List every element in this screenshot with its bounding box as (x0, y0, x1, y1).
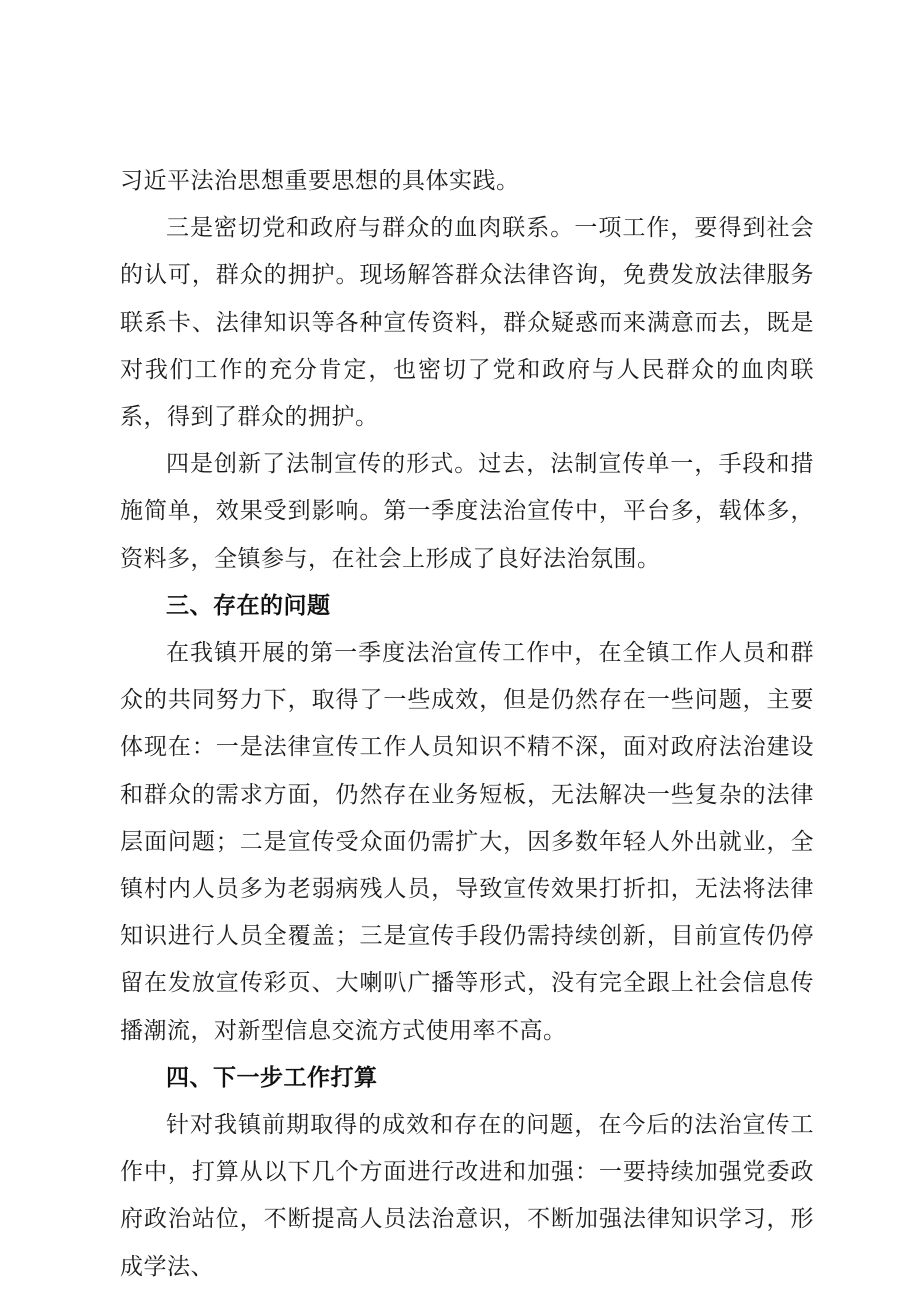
section-heading-next-steps: 四、下一步工作打算 (166, 1064, 378, 1091)
paragraph-problems-detail: 在我镇开展的第一季度法治宣传工作中，在全镇工作人员和群众的共同努力下，取得了一些成效，但是仍然存在一些问题，主要体现在：一是法律宣传工作人员知识不精不深，面对政府法治建设和群众的需求方面，仍然存在业务短板，无法解决一些复杂的法律层面问题；二是宣传受众面仍需扩大，因多数年轻人外出就业，全镇村内人员多为老弱病残人员，导致宣传效果打折扣，无法将法律知识进行人员全覆盖；三是宣传手段仍需持续创新，目前宣传仍停留在发放宣传彩页、大喇叭广播等形式，没有完全跟上社会信息传播潮流，对新型信息交流方式使用率不高。 (120, 640, 814, 1044)
paragraph-next-steps-detail: 针对我镇前期取得的成效和存在的问题，在今后的法治宣传工作中，打算从以下几个方面进行改进和加强：一要持续加强党委政府政治站位，不断提高人员法治意识，不断加强法律知识学习，形成学法、 (120, 1112, 814, 1280)
document-page (120, 158, 814, 1291)
section-heading-problems: 三、存在的问题 (166, 592, 331, 619)
paragraph-party-masses-ties: 三是密切党和政府与群众的血肉联系。一项工作，要得到社会的认可，群众的拥护。现场解答群众法律咨询，免费发放法律服务联系卡、法律知识等各种宣传资料，群众疑惑而来满意而去，既是对我们工作的充分肯定，也密切了党和政府与人民群众的血肉联系，得到了群众的拥护。 (120, 215, 814, 431)
paragraph-innovation-of-publicity: 四是创新了法制宣传的形式。过去，法制宣传单一，手段和措施简单，效果受到影响。第一季度法治宣传中，平台多，载体多，资料多，全镇参与，在社会上形成了良好法治氛围。 (120, 451, 814, 572)
paragraph-continuation: 习近平法治思想重要思想的具体实践。 (120, 168, 520, 194)
